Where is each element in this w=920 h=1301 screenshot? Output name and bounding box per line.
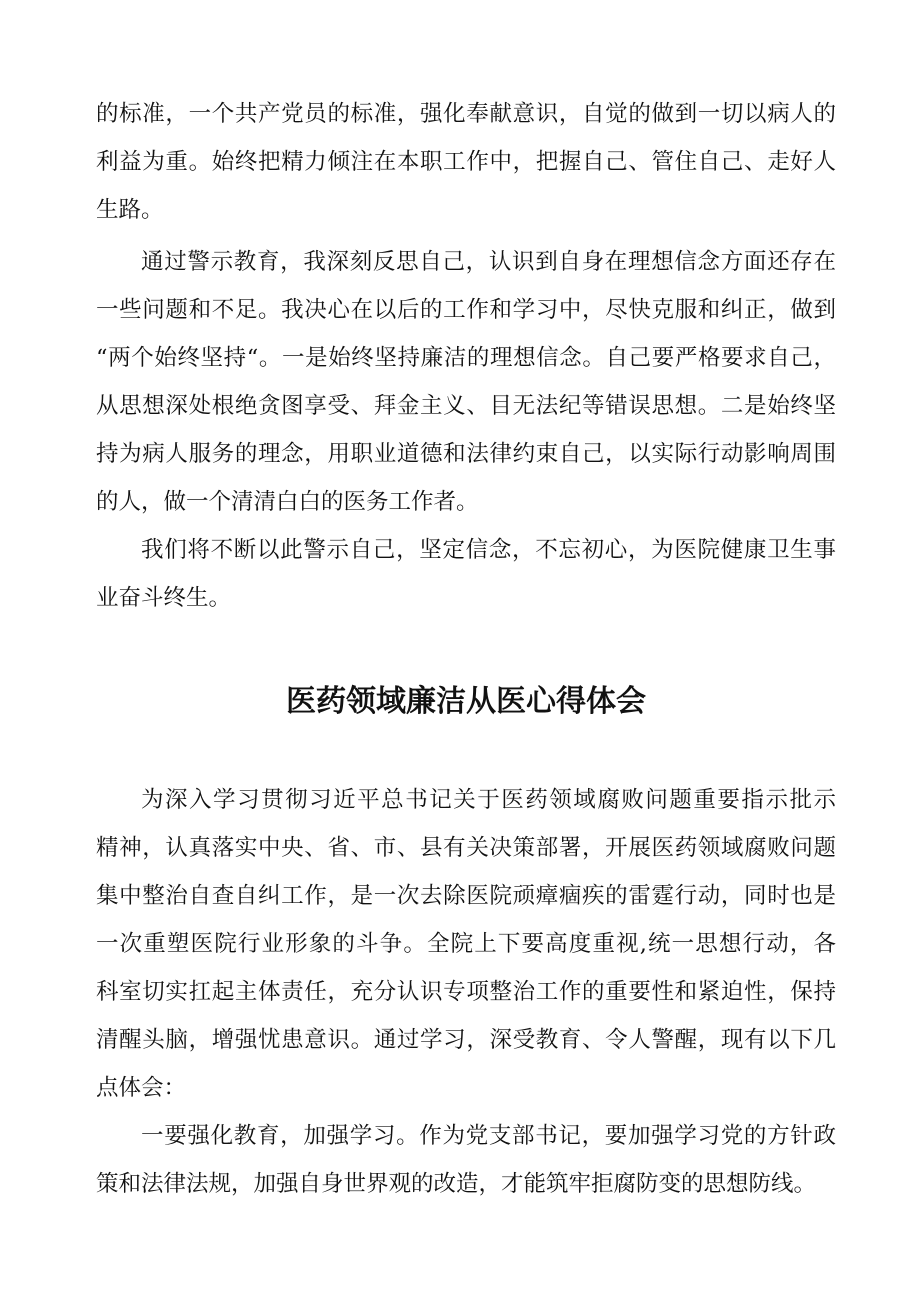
paragraph-line: 为深入学习贯彻习近平总书记关于医药领域腐败问题重要指示批示 xyxy=(141,787,836,813)
paragraph-line: 一要强化教育，加强学习。作为党支部书记，要加强学习党的方针政 xyxy=(141,1123,836,1149)
article-title: 医药领域廉洁从医心得体会 xyxy=(286,684,646,719)
paragraph-line: 策和法律法规，加强自身世界观的改造，才能筑牢拒腐防变的思想防线。 xyxy=(96,1171,817,1197)
prev-paragraph-1 xyxy=(96,90,836,234)
paragraph-line: 的标准，一个共产党员的标准，强化奉献意识，自觉的做到一切以病人的 xyxy=(96,101,836,127)
article-paragraph-1 xyxy=(96,776,836,1112)
paragraph-line: 清醒头脑，增强忧患意识。通过学习，深受教育、令人警醒，现有以下几 xyxy=(96,1027,836,1053)
paragraph-line: 生路。 xyxy=(96,197,164,223)
paragraph-line: 科室切实扛起主体责任，充分认识专项整治工作的重要性和紧迫性，保持 xyxy=(96,979,836,1005)
article-paragraph-2 xyxy=(96,1112,836,1208)
paragraph-line: 利益为重。始终把精力倾注在本职工作中，把握自己、管住自己、走好人 xyxy=(96,149,836,175)
paragraph-line: 我们将不断以此警示自己，坚定信念，不忘初心，为医院健康卫生事 xyxy=(141,537,836,563)
paragraph-line: 持为病人服务的理念，用职业道德和法律约束自己，以实际行动影响周围 xyxy=(96,441,836,467)
paragraph-line: 的人，做一个清清白白的医务工作者。 xyxy=(96,489,479,515)
paragraph-line: 从思想深处根绝贪图享受、拜金主义、目无法纪等错误思想。二是始终坚 xyxy=(96,393,836,419)
paragraph-line: 一些问题和不足。我决心在以后的工作和学习中，尽快克服和纠正，做到 xyxy=(96,297,836,323)
document-page xyxy=(96,0,836,1301)
paragraph-line: 通过警示教育，我深刻反思自己，认识到自身在理想信念方面还存在 xyxy=(141,249,836,275)
paragraph-line: 点体会： xyxy=(96,1075,187,1101)
prev-paragraph-2 xyxy=(96,238,836,526)
paragraph-line: 集中整治自查自纠工作，是一次去除医院顽瘴痼疾的雷霆行动，同时也是 xyxy=(96,883,836,909)
paragraph-line: “两个始终坚持“。一是始终坚持廉洁的理想信念。自己要严格要求自己， xyxy=(96,345,836,371)
prev-paragraph-3 xyxy=(96,526,836,622)
paragraph-line: 一次重塑医院行业形象的斗争。全院上下要高度重视,统一思想行动，各 xyxy=(96,931,836,957)
paragraph-line: 精神，认真落实中央、省、市、县有关决策部署，开展医药领域腐败问题 xyxy=(96,835,836,861)
paragraph-line: 业奋斗终生。 xyxy=(96,585,232,611)
